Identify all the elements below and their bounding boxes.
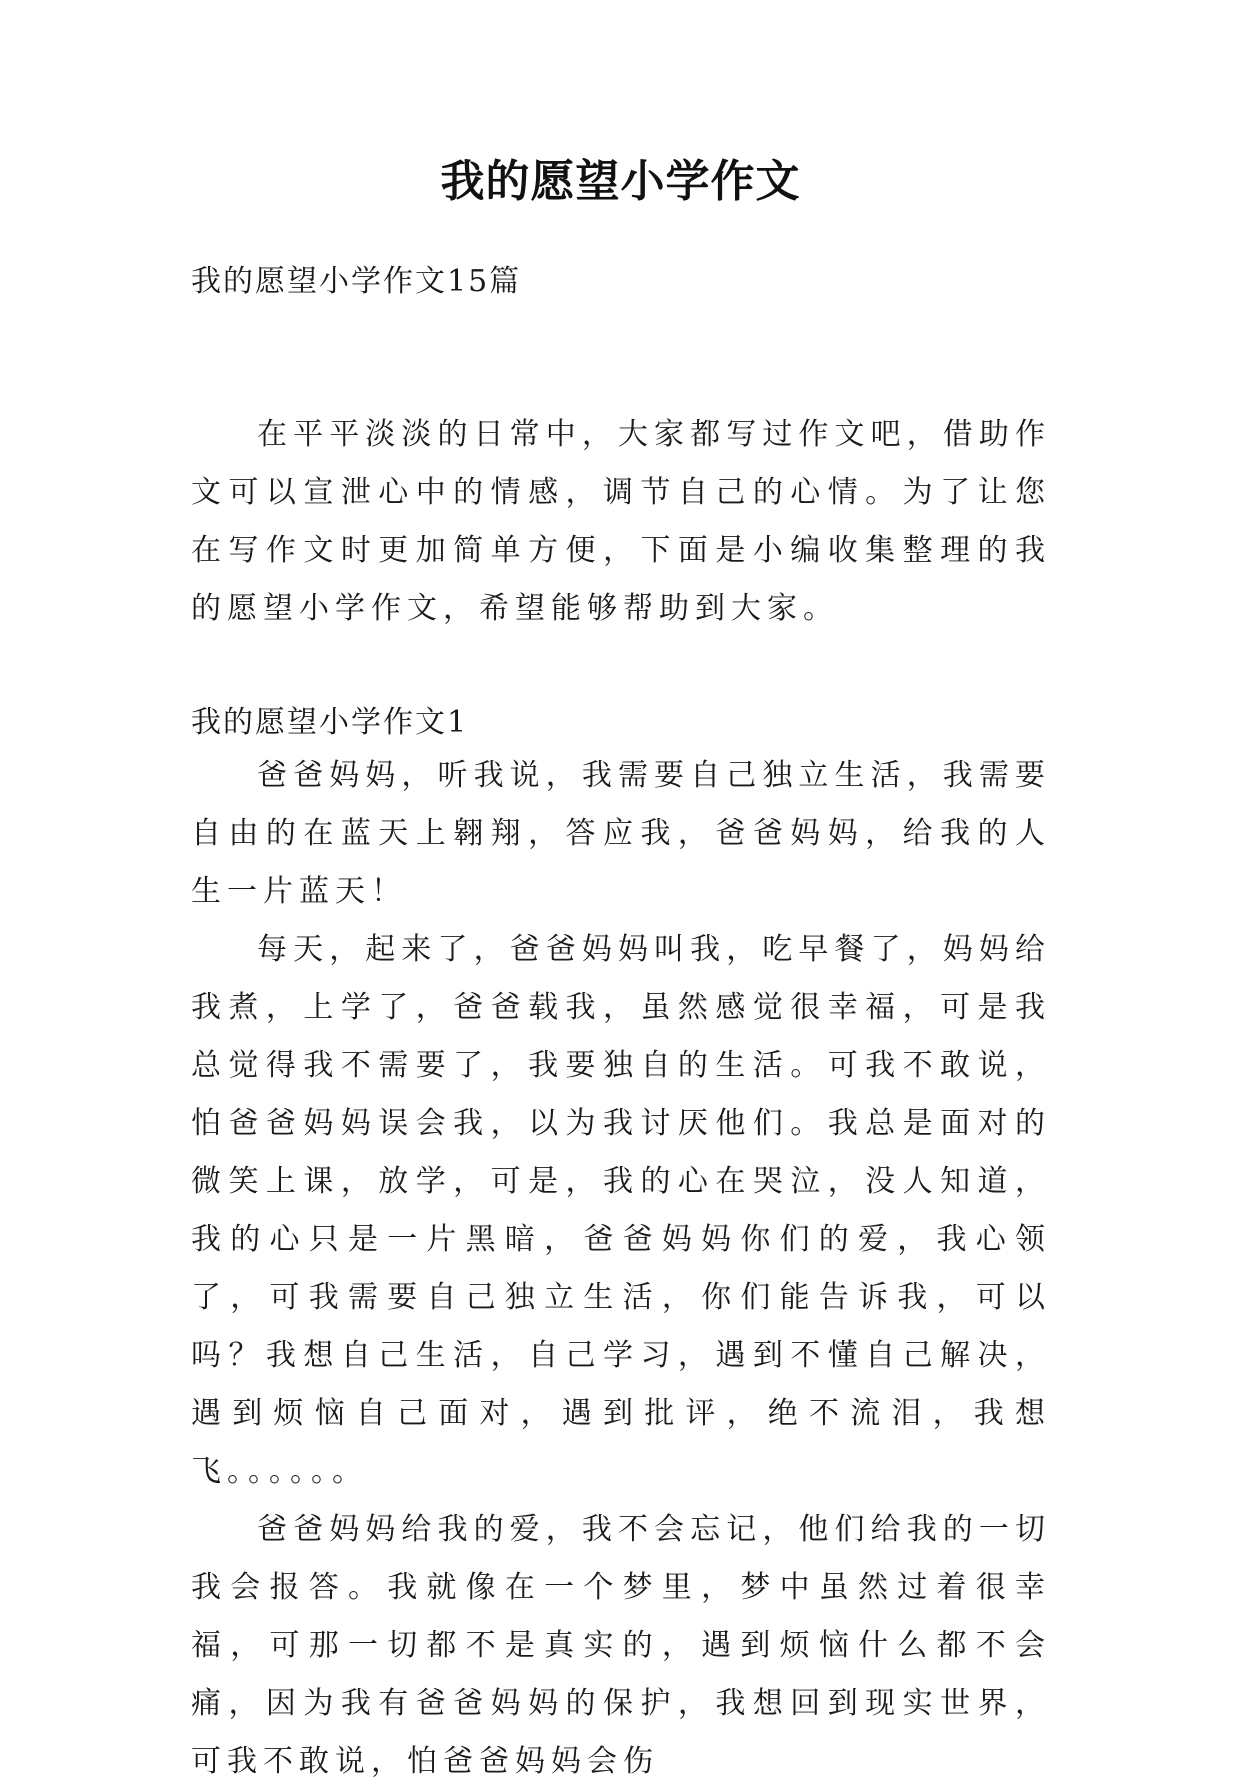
- intro-paragraph: 在平平淡淡的日常中，大家都写过作文吧，借助作文可以宣泄心中的情感，调节自己的心情。为了让您在写作文时更加简单方便，下面是小编收集整理的我的愿望小学作文，希望能够帮助到大家。: [191, 417, 1051, 626]
- essay-1-heading: 我的愿望小学作文1: [191, 705, 469, 740]
- essay-paragraph: 每天，起来了，爸爸妈妈叫我，吃早餐了，妈妈给我煮，上学了，爸爸载我，虽然感觉很幸福，可是我总觉得我不需要了，我要独自的生活。可我不敢说，怕爸爸妈妈误会我，以为我讨厌他们。我总是面对的微笑上课，放学，可是，我的心在哭泣，没人知道，我的心只是一片黑暗，爸爸妈妈你们的爱，我心领了，可我需要自己独立生活，你们能告诉我，可以吗？我想自己生活，自己学习，遇到不懂自己解决，遇到烦恼自己面对，遇到批评，绝不流泪，我想飞。。。。。。: [191, 932, 1051, 1489]
- document-title: 我的愿望小学作文: [440, 156, 801, 207]
- series-heading: 我的愿望小学作文15篇: [191, 264, 522, 299]
- intro-section: [191, 406, 1051, 638]
- essay-1-body: [191, 747, 1051, 1791]
- essay-paragraph: 爸爸妈妈，听我说，我需要自己独立生活，我需要自由的在蓝天上翱翔，答应我，爸爸妈妈，给我的人生一片蓝天！: [191, 758, 1051, 909]
- essay-paragraph: 爸爸妈妈给我的爱，我不会忘记，他们给我的一切我会报答。我就像在一个梦里，梦中虽然过着很幸福，可那一切都不是真实的，遇到烦恼什么都不会痛，因为我有爸爸妈妈的保护，我想回到现实世界，可我不敢说，怕爸爸妈妈会伤: [191, 1512, 1051, 1779]
